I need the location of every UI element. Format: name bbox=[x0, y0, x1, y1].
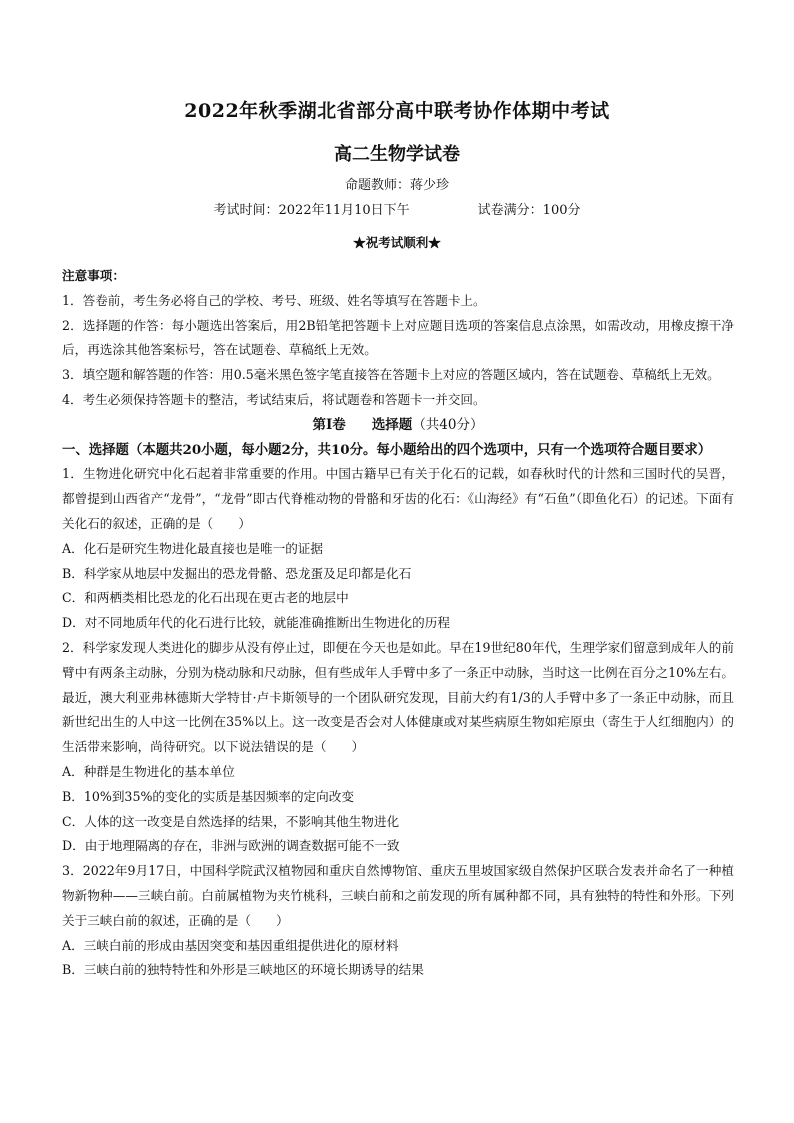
exam-info-line bbox=[0, 199, 794, 218]
good-luck-banner: ★祝考试顺利★ bbox=[353, 235, 441, 250]
part-heading: 一、选择题（本题共20小题，每小题2分，共10分。每小题给出的四个选项中，只有一个选项符合题目要求） bbox=[62, 441, 712, 458]
notes-title: 注意事项： bbox=[62, 268, 125, 283]
section-name: 选择题 bbox=[371, 416, 413, 433]
question-option: B．科学家从地层中发掘出的恐龙骨骼、恐龙蛋及足印都是化石 bbox=[62, 565, 412, 581]
question-option: D．对不同地质年代的化石进行比较，就能准确推断出生物进化的历程 bbox=[62, 615, 450, 631]
section-points: （共40分） bbox=[412, 416, 484, 433]
note-item: 2．选择题的作答：每小题选出答案后，用2B铅笔把答题卡上对应题目选项的答案信息点涂黑，如需改动，用橡皮擦干净后，再选涂其他答案标号，答在试题卷、草稿纸上无效。 bbox=[62, 317, 734, 358]
question-option: C．人体的这一改变是自然选择的结果，不影响其他生物进化 bbox=[62, 813, 400, 829]
question-stem: 3．2022年9月17日，中国科学院武汉植物园和重庆自然博物馆、重庆五里坡国家级自然保护区联合发表并命名了一种植物新物种——三峡白前。白前属植物为夹竹桃科，三峡白前和之前发现的所有属种都不同，具有独特的特性和外形。下列关于三峡白前的叙述，正确的是（ ） bbox=[62, 863, 734, 928]
question-option: A．种群是生物进化的基本单位 bbox=[62, 763, 235, 779]
section-volume: 第Ⅰ卷 bbox=[312, 416, 346, 433]
exam-subtitle: 高二生物学试卷 bbox=[334, 144, 460, 165]
question-setter: 命题教师：蒋少珍 bbox=[344, 178, 449, 193]
question-option: A．化石是研究生物进化最直接也是唯一的证据 bbox=[62, 540, 323, 556]
question-stem: 1．生物进化研究中化石起着非常重要的作用。中国古籍早已有关于化石的记载，如春秋时代的计然和三国时代的吴晋，都曾提到山西省产“龙骨”，“龙骨”即古代脊椎动物的骨骼和牙齿的化石：《山海经》有“石鱼”（即鱼化石）的记述。下面有关化石的叙述，正确的是（ ） bbox=[62, 466, 734, 531]
question-stem: 2．科学家发现人类进化的脚步从没有停止过，即便在今天也是如此。早在19世纪80年代，生理学家们留意到成年人的前臂中有两条主动脉，分别为桡动脉和尺动脉，但有些成年人手臂中多了一条正中动脉，当时这一比例在百分之10%左右。最近，澳大利亚弗林德斯大学特甘·卢卡斯领导的一个团队研究发现，目前大约有1/3的人手臂中多了一条正中动脉，而且新世纪出生的人中这一比例在35%以上。这一改变是否会对人体健康或对某些病原生物如疟原虫（寄生于人红细胞内）的生活带来影响，尚待研究。以下说法错误的是（ ） bbox=[62, 639, 734, 755]
note-item: 4．考生必须保持答题卡的整洁，考试结束后，将试题卷和答题卡一并交回。 bbox=[62, 391, 486, 407]
question-option: C．和两栖类相比恐龙的化石出现在更古老的地层中 bbox=[62, 590, 349, 606]
exam-body bbox=[62, 264, 734, 983]
question-option: B．三峡白前的独特特性和外形是三峡地区的环境长期诱导的结果 bbox=[62, 962, 424, 978]
question-option: D．由于地理隔离的存在，非洲与欧洲的调查数据可能不一致 bbox=[62, 838, 400, 854]
note-item: 1．答卷前，考生务必将自己的学校、考号、班级、姓名等填写在答题卡上。 bbox=[62, 292, 486, 308]
note-item: 3．填空题和解答题的作答：用0.5毫米黑色签字笔直接答在答题卡上对应的答题区域内，答在试题卷、草稿纸上无效。 bbox=[62, 367, 720, 383]
full-score: 试卷满分：100分 bbox=[477, 203, 581, 218]
section-heading bbox=[62, 413, 734, 438]
exam-time: 考试时间：2022年11月10日下午 bbox=[213, 203, 410, 218]
exam-title: 2022年秋季湖北省部分高中联考协作体期中考试 bbox=[184, 100, 610, 122]
question-option: B．10%到35%的变化的实质是基因频率的定向改变 bbox=[62, 788, 354, 804]
question-option: A．三峡白前的形成由基因突变和基因重组提供进化的原材料 bbox=[62, 937, 399, 953]
